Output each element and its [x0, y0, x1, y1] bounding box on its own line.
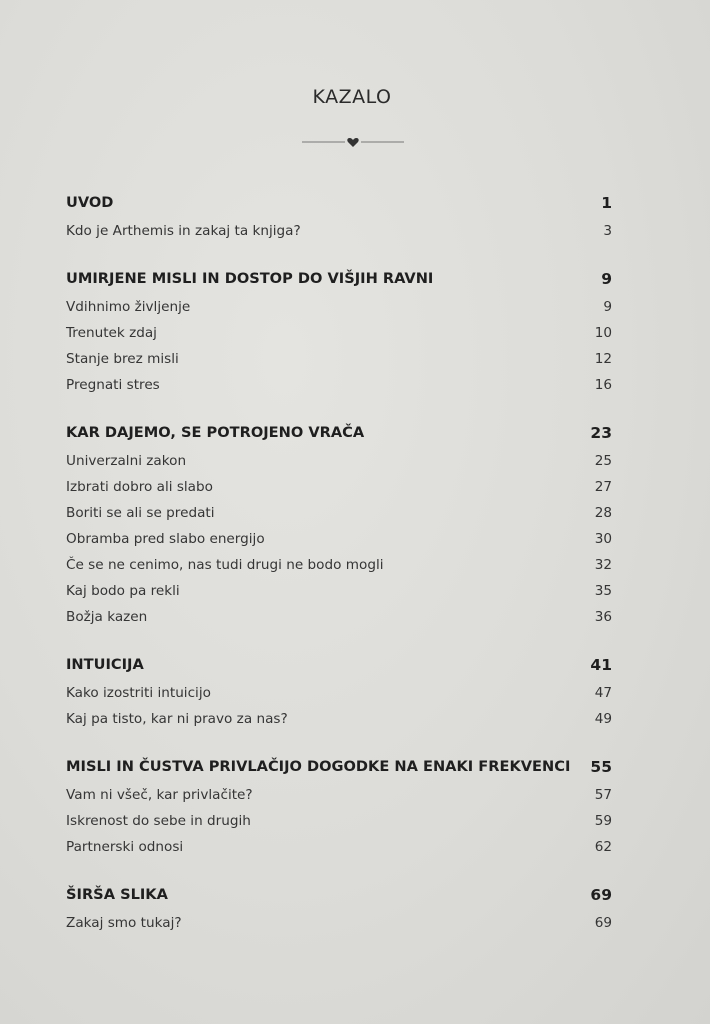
toc-entry-page: 28 [594, 505, 612, 521]
section-heading: UMIRJENE MISLI IN DOSTOP DO VIŠJIH RAVNI [66, 270, 434, 287]
toc-entry-label: Stanje brez misli [66, 351, 179, 367]
toc-entry [66, 706, 612, 732]
toc-section [66, 752, 612, 860]
toc-entry [66, 294, 612, 320]
toc-entry [66, 808, 612, 834]
section-heading: UVOD [66, 194, 114, 211]
toc-entry-label: Univerzalni zakon [66, 453, 187, 469]
toc-entry-page: 30 [594, 531, 612, 547]
toc-entry-label: Kaj bodo pa rekli [66, 583, 180, 599]
toc-entry-label: Če se ne cenimo, nas tudi drugi ne bodo mogli [66, 557, 384, 573]
section-heading-row [66, 264, 612, 294]
toc-entry-label: Vam ni všeč, kar privlačite? [66, 787, 253, 803]
toc-section [66, 650, 612, 732]
toc-entry [66, 782, 612, 808]
toc-entry [66, 218, 612, 244]
toc-entry-label: Kdo je Arthemis in zakaj ta knjiga? [66, 223, 301, 239]
toc-entry-label: Kaj pa tisto, kar ni pravo za nas? [66, 711, 288, 727]
toc-entry-label: Vdihnimo življenje [66, 299, 191, 315]
toc-entry-page: 9 [603, 299, 612, 315]
toc-entry-page: 69 [594, 915, 612, 931]
toc-entry [66, 834, 612, 860]
toc-entry-label: Božja kazen [66, 609, 148, 625]
toc-entry-label: Trenutek zdaj [66, 325, 157, 341]
toc-entry-page: 57 [594, 787, 612, 803]
toc-entry-label: Iskrenost do sebe in drugih [66, 813, 251, 829]
toc-entry-page: 36 [594, 609, 612, 625]
section-heading: KAR DAJEMO, SE POTROJENO VRAČA [66, 424, 365, 441]
toc-entry-page: 10 [594, 325, 612, 341]
toc-section [66, 188, 612, 244]
toc-entry-page: 27 [594, 479, 612, 495]
toc-entry [66, 578, 612, 604]
toc-entry-label: Boriti se ali se predati [66, 505, 215, 521]
toc-entry [66, 448, 612, 474]
toc-entry-label: Izbrati dobro ali slabo [66, 479, 213, 495]
toc-entry-page: 47 [594, 685, 612, 701]
toc-entry [66, 910, 612, 936]
toc-entry-page: 59 [594, 813, 612, 829]
section-page-number: 9 [601, 270, 612, 288]
section-heading-row [66, 752, 612, 782]
toc-section [66, 418, 612, 630]
toc-section [66, 264, 612, 398]
section-page-number: 41 [590, 656, 612, 674]
toc-entry [66, 474, 612, 500]
toc-entry-label: Partnerski odnosi [66, 839, 184, 855]
toc-entry-page: 3 [603, 223, 612, 239]
toc-section [66, 880, 612, 936]
section-page-number: 69 [590, 886, 612, 904]
toc-entry-label: Obramba pred slabo energijo [66, 531, 265, 547]
toc-entry [66, 372, 612, 398]
toc-entry [66, 500, 612, 526]
toc-entry [66, 346, 612, 372]
section-heading: INTUICIJA [66, 656, 144, 673]
section-heading: ŠIRŠA SLIKA [66, 886, 168, 903]
toc-entry [66, 552, 612, 578]
section-heading-row [66, 188, 612, 218]
table-of-contents [66, 188, 612, 956]
section-heading: MISLI IN ČUSTVA PRIVLAČIJO DOGODKE NA ENAKI FREKVENCI [66, 758, 571, 775]
toc-entry [66, 526, 612, 552]
toc-entry-label: Zakaj smo tukaj? [66, 915, 182, 931]
toc-entry-page: 16 [594, 377, 612, 393]
section-page-number: 1 [601, 194, 612, 212]
page-title: KAZALO [312, 86, 392, 108]
section-heading-row [66, 650, 612, 680]
section-heading-row [66, 418, 612, 448]
toc-entry-label: Pregnati stres [66, 377, 160, 393]
heart-divider-icon [302, 135, 404, 149]
section-heading-row [66, 880, 612, 910]
toc-entry-page: 32 [594, 557, 612, 573]
toc-entry [66, 604, 612, 630]
toc-entry-page: 62 [594, 839, 612, 855]
toc-entry-page: 25 [594, 453, 612, 469]
section-page-number: 55 [590, 758, 612, 776]
section-page-number: 23 [590, 424, 612, 442]
toc-entry-page: 35 [594, 583, 612, 599]
toc-entry [66, 680, 612, 706]
toc-entry [66, 320, 612, 346]
toc-entry-page: 12 [594, 351, 612, 367]
toc-entry-label: Kako izostriti intuicijo [66, 685, 211, 701]
toc-entry-page: 49 [594, 711, 612, 727]
